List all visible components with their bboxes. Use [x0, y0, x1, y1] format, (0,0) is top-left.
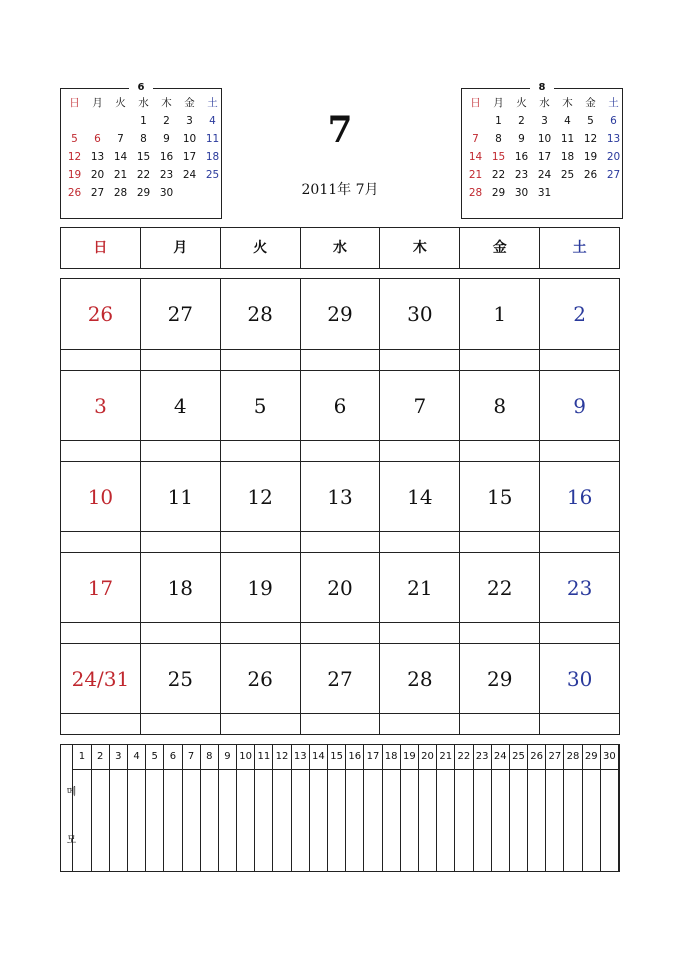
mini-day: 23 [514, 169, 529, 181]
mini-week-row [464, 184, 625, 202]
day-number: 6 [333, 393, 347, 418]
mini-day: 30 [514, 187, 529, 199]
day-number: 10 [87, 484, 114, 509]
mini-day: 21 [468, 169, 483, 181]
memo-day-column[interactable] [364, 745, 382, 871]
calendar-week-row [61, 643, 619, 734]
memo-day-column[interactable] [510, 745, 528, 871]
calendar-day-cell[interactable] [539, 279, 619, 370]
weekday-header-cell: 火 [220, 228, 300, 268]
memo-day-column[interactable] [183, 745, 201, 871]
calendar-day-cell[interactable] [379, 462, 459, 552]
mini-day: 15 [491, 151, 506, 163]
day-number: 30 [407, 302, 433, 326]
calendar-week-row [61, 370, 619, 461]
calendar-day-cell[interactable] [61, 279, 140, 370]
day-number: 23 [566, 575, 593, 600]
day-note-strip [380, 622, 459, 643]
mini-day: 6 [610, 115, 617, 127]
memo-day-column[interactable] [164, 745, 182, 871]
day-number: 19 [247, 575, 273, 600]
mini-day: 17 [182, 151, 197, 163]
mini-week-row [63, 184, 224, 202]
mini-day [86, 112, 109, 130]
calendar-week-row [61, 461, 619, 552]
memo-label-top: 메 [66, 787, 77, 798]
month-number: 7 [327, 109, 353, 151]
day-note-strip [221, 622, 300, 643]
memo-day-number: 23 [474, 745, 491, 770]
mini-day: 12 [67, 151, 82, 163]
calendar-day-cell[interactable] [61, 462, 140, 552]
mini-day: 30 [159, 187, 174, 199]
mini-day: 9 [518, 133, 525, 145]
mini-day: 20 [90, 169, 105, 181]
mini-day: 13 [606, 133, 621, 145]
calendar-day-cell[interactable] [379, 279, 459, 370]
day-number: 2 [573, 302, 586, 326]
calendar-day-cell[interactable] [300, 644, 380, 734]
day-note-strip [460, 622, 539, 643]
day-note-strip [460, 440, 539, 461]
calendar-day-cell[interactable] [140, 553, 220, 643]
day-note-strip [141, 531, 220, 552]
mini-day: 18 [560, 151, 575, 163]
calendar-day-cell[interactable] [379, 644, 459, 734]
mini-day: 27 [90, 187, 105, 199]
calendar-day-cell[interactable] [220, 371, 300, 461]
memo-day-number: 14 [310, 745, 327, 770]
mini-weekday-label: 月 [493, 97, 504, 109]
memo-day-column[interactable] [437, 745, 455, 871]
mini-day: 29 [491, 187, 506, 199]
memo-day-column[interactable] [73, 745, 91, 871]
day-number: 12 [247, 484, 273, 509]
mini-day: 11 [205, 133, 220, 145]
memo-day-number: 12 [273, 745, 290, 770]
calendar-day-cell[interactable] [539, 644, 619, 734]
mini-calendar-title: 6 [137, 82, 145, 93]
mini-day: 1 [140, 115, 147, 127]
day-note-strip [141, 440, 220, 461]
memo-day-column[interactable] [273, 745, 291, 871]
memo-day-column[interactable] [383, 745, 401, 871]
calendar-day-cell[interactable] [140, 462, 220, 552]
mini-day: 5 [71, 133, 78, 145]
calendar-day-cell[interactable] [539, 371, 619, 461]
mini-week-row [63, 130, 224, 148]
mini-day: 13 [90, 151, 105, 163]
calendar-day-cell[interactable] [220, 462, 300, 552]
mini-weekday-label: 火 [516, 97, 527, 109]
mini-week-row [63, 112, 224, 130]
mini-weekday-label: 土 [207, 97, 218, 109]
day-number: 28 [247, 302, 273, 326]
memo-day-number: 16 [346, 745, 363, 770]
calendar-day-cell[interactable] [459, 644, 539, 734]
day-note-strip [301, 622, 380, 643]
day-number: 5 [253, 393, 267, 418]
memo-day-number: 26 [528, 745, 545, 770]
calendar-day-cell[interactable] [300, 462, 380, 552]
day-number: 21 [407, 575, 433, 600]
memo-day-column[interactable] [401, 745, 419, 871]
mini-day: 12 [583, 133, 598, 145]
day-note-strip [540, 622, 619, 643]
mini-day: 9 [163, 133, 170, 145]
day-number: 30 [566, 666, 593, 691]
memo-day-column[interactable] [237, 745, 255, 871]
mini-day: 6 [94, 133, 101, 145]
day-number: 13 [327, 484, 353, 509]
memo-day-number: 21 [437, 745, 454, 770]
day-note-strip [460, 531, 539, 552]
mini-day: 10 [537, 133, 552, 145]
day-note-strip [61, 713, 140, 734]
memo-day-number: 5 [146, 745, 163, 770]
mini-day: 17 [537, 151, 552, 163]
mini-day: 10 [182, 133, 197, 145]
calendar-day-cell[interactable] [459, 553, 539, 643]
memo-day-column[interactable] [201, 745, 219, 871]
day-note-strip [61, 531, 140, 552]
mini-weekday-label: 火 [115, 97, 126, 109]
day-number: 24/31 [71, 666, 130, 691]
memo-day-number: 22 [455, 745, 472, 770]
mini-calendar-title: 8 [538, 82, 546, 93]
mini-day [556, 184, 579, 202]
memo-day-column[interactable] [128, 745, 146, 871]
weekday-header-cell: 日 [93, 240, 108, 256]
weekday-header-cell: 木 [379, 228, 459, 268]
memo-day-column[interactable] [528, 745, 546, 871]
mini-day: 22 [136, 169, 151, 181]
year-month-subtitle: 2011年 7月 [301, 182, 379, 198]
memo-day-column[interactable] [419, 745, 437, 871]
memo-day-column[interactable] [455, 745, 473, 871]
memo-day-number: 4 [128, 745, 145, 770]
day-number: 27 [167, 302, 194, 326]
mini-week-row [464, 166, 625, 184]
weekday-header-cell: 金 [459, 228, 539, 268]
calendar-day-cell[interactable] [220, 279, 300, 370]
day-note-strip [380, 531, 459, 552]
calendar-day-cell[interactable] [300, 553, 380, 643]
mini-weekday-label: 木 [562, 97, 573, 109]
mini-day: 3 [186, 115, 193, 127]
day-note-strip [540, 349, 619, 370]
day-number: 25 [167, 666, 194, 691]
mini-day: 5 [587, 115, 594, 127]
mini-day: 16 [514, 151, 529, 163]
memo-day-number: 15 [328, 745, 345, 770]
memo-day-number: 11 [255, 745, 272, 770]
mini-day: 21 [113, 169, 128, 181]
memo-day-column[interactable] [255, 745, 273, 871]
calendar-day-cell[interactable] [539, 553, 619, 643]
day-note-strip [221, 440, 300, 461]
memo-day-column[interactable] [346, 745, 364, 871]
mini-day: 1 [495, 115, 502, 127]
calendar-day-cell[interactable] [140, 371, 220, 461]
calendar-day-cell[interactable] [459, 279, 539, 370]
mini-day: 31 [537, 187, 552, 199]
memo-day-column[interactable] [219, 745, 237, 871]
day-number: 4 [173, 393, 187, 418]
memo-day-number: 17 [364, 745, 381, 770]
calendar-day-cell[interactable] [300, 371, 380, 461]
day-number: 1 [493, 302, 507, 326]
mini-day: 4 [209, 115, 216, 127]
mini-day: 28 [113, 187, 128, 199]
day-note-strip [221, 531, 300, 552]
day-number: 9 [573, 393, 586, 418]
day-number: 7 [413, 393, 427, 418]
mini-day: 25 [205, 169, 220, 181]
mini-day [602, 184, 625, 202]
mini-weekday-label: 月 [92, 97, 103, 109]
memo-day-number: 6 [164, 745, 181, 770]
memo-day-number: 13 [292, 745, 309, 770]
mini-day: 28 [468, 187, 483, 199]
day-note-strip [460, 713, 539, 734]
weekday-header-cell: 水 [300, 228, 380, 268]
mini-weekday-label: 日 [470, 97, 481, 109]
calendar-day-cell[interactable] [539, 462, 619, 552]
mini-day: 24 [182, 169, 197, 181]
day-note-strip [221, 349, 300, 370]
memo-day-number: 27 [546, 745, 563, 770]
day-note-strip [61, 440, 140, 461]
day-note-strip [141, 713, 220, 734]
mini-weekday-label: 日 [69, 97, 80, 109]
day-note-strip [301, 531, 380, 552]
calendar-day-cell[interactable] [140, 644, 220, 734]
mini-day: 3 [541, 115, 548, 127]
mini-week-row [464, 148, 625, 166]
day-number: 27 [327, 666, 353, 691]
memo-day-number: 29 [583, 745, 600, 770]
calendar-grid [60, 278, 620, 735]
mini-day: 25 [560, 169, 575, 181]
mini-day: 4 [564, 115, 571, 127]
day-number: 15 [487, 484, 513, 509]
day-number: 14 [407, 484, 433, 509]
day-note-strip [540, 713, 619, 734]
day-number: 28 [407, 666, 433, 691]
day-number: 8 [493, 393, 507, 418]
weekday-header [60, 227, 620, 269]
day-note-strip [540, 440, 619, 461]
memo-day-number: 1 [73, 745, 90, 770]
memo-day-number: 18 [383, 745, 400, 770]
mini-day: 2 [518, 115, 525, 127]
mini-day: 7 [117, 133, 124, 145]
calendar-day-cell[interactable] [61, 371, 140, 461]
day-number: 29 [487, 666, 513, 691]
mini-day: 8 [140, 133, 147, 145]
day-note-strip [380, 440, 459, 461]
weekday-header-cell: 土 [539, 228, 619, 268]
calendar-day-cell[interactable] [220, 644, 300, 734]
mini-day [109, 112, 132, 130]
mini-day: 7 [472, 133, 479, 145]
day-note-strip [380, 713, 459, 734]
memo-day-column[interactable] [110, 745, 128, 871]
mini-weekday-row [63, 94, 224, 112]
day-number: 26 [87, 302, 114, 326]
mini-weekday-label: 金 [184, 97, 195, 109]
day-number: 20 [327, 575, 353, 600]
day-number: 16 [566, 484, 593, 509]
mini-day: 11 [560, 133, 575, 145]
mini-weekday-row [464, 94, 625, 112]
mini-weekday-label: 木 [161, 97, 172, 109]
calendar-day-cell[interactable] [379, 371, 459, 461]
day-number: 17 [87, 575, 114, 600]
memo-day-number: 7 [183, 745, 200, 770]
day-number: 3 [94, 393, 107, 418]
memo-day-column[interactable] [601, 745, 619, 871]
calendar-day-cell[interactable] [140, 279, 220, 370]
calendar-week-row [61, 552, 619, 643]
memo-day-column[interactable] [564, 745, 582, 871]
mini-weekday-label: 水 [539, 97, 550, 109]
calendar-day-cell[interactable] [300, 279, 380, 370]
mini-week-row [63, 166, 224, 184]
day-number: 18 [167, 575, 194, 600]
mini-day: 2 [163, 115, 170, 127]
day-note-strip [301, 713, 380, 734]
day-note-strip [301, 440, 380, 461]
mini-day [464, 112, 487, 130]
day-note-strip [540, 531, 619, 552]
calendar-day-cell[interactable] [61, 553, 140, 643]
memo-table [60, 744, 620, 872]
memo-day-number: 20 [419, 745, 436, 770]
mini-day: 18 [205, 151, 220, 163]
calendar-week-row [61, 279, 619, 370]
day-note-strip [141, 349, 220, 370]
day-number: 11 [167, 484, 194, 509]
memo-day-column[interactable] [583, 745, 601, 871]
day-note-strip [460, 349, 539, 370]
memo-day-number: 8 [201, 745, 218, 770]
day-number: 26 [247, 666, 273, 691]
mini-day: 22 [491, 169, 506, 181]
day-note-strip [221, 713, 300, 734]
memo-day-column[interactable] [292, 745, 310, 871]
calendar-day-cell[interactable] [220, 553, 300, 643]
memo-day-number: 9 [219, 745, 236, 770]
memo-day-number: 24 [492, 745, 509, 770]
memo-day-column[interactable] [474, 745, 492, 871]
memo-day-number: 30 [601, 745, 618, 770]
mini-day: 19 [67, 169, 82, 181]
mini-day: 27 [606, 169, 621, 181]
mini-week-row [464, 130, 625, 148]
weekday-header-cell: 月 [140, 228, 220, 268]
mini-day [579, 184, 602, 202]
memo-day-number: 3 [110, 745, 127, 770]
mini-day: 14 [468, 151, 483, 163]
memo-day-number: 25 [510, 745, 527, 770]
mini-day: 26 [583, 169, 598, 181]
mini-calendar-june [60, 82, 222, 219]
day-note-strip [380, 349, 459, 370]
day-note-strip [141, 622, 220, 643]
memo-day-number: 2 [92, 745, 109, 770]
mini-weekday-label: 金 [585, 97, 596, 109]
day-number: 29 [327, 302, 353, 326]
day-number: 22 [487, 575, 513, 600]
mini-week-row [63, 148, 224, 166]
memo-day-number: 28 [564, 745, 581, 770]
day-note-strip [61, 622, 140, 643]
memo-day-column[interactable] [146, 745, 164, 871]
mini-day [178, 184, 201, 202]
mini-week-row [464, 112, 625, 130]
calendar-day-cell[interactable] [61, 644, 140, 734]
mini-weekday-label: 土 [608, 97, 619, 109]
mini-day: 23 [159, 169, 174, 181]
mini-day: 20 [606, 151, 621, 163]
calendar-day-cell[interactable] [459, 462, 539, 552]
mini-day: 8 [495, 133, 502, 145]
memo-day-number: 10 [237, 745, 254, 770]
mini-day: 19 [583, 151, 598, 163]
mini-day: 14 [113, 151, 128, 163]
memo-day-column[interactable] [328, 745, 346, 871]
day-note-strip [61, 349, 140, 370]
calendar-day-cell[interactable] [459, 371, 539, 461]
mini-weekday-label: 水 [138, 97, 149, 109]
mini-day: 16 [159, 151, 174, 163]
memo-label-bottom: 모 [66, 835, 77, 846]
mini-day: 29 [136, 187, 151, 199]
day-note-strip [301, 349, 380, 370]
mini-day: 24 [537, 169, 552, 181]
memo-day-number: 19 [401, 745, 418, 770]
calendar-day-cell[interactable] [379, 553, 459, 643]
mini-day [201, 184, 224, 202]
mini-day: 15 [136, 151, 151, 163]
memo-day-column[interactable] [92, 745, 110, 871]
mini-calendar-august [461, 82, 623, 219]
mini-day [63, 112, 86, 130]
memo-day-column[interactable] [310, 745, 328, 871]
memo-day-column[interactable] [546, 745, 564, 871]
mini-day: 26 [67, 187, 82, 199]
memo-day-column[interactable] [492, 745, 510, 871]
memo-label-column [61, 745, 77, 871]
